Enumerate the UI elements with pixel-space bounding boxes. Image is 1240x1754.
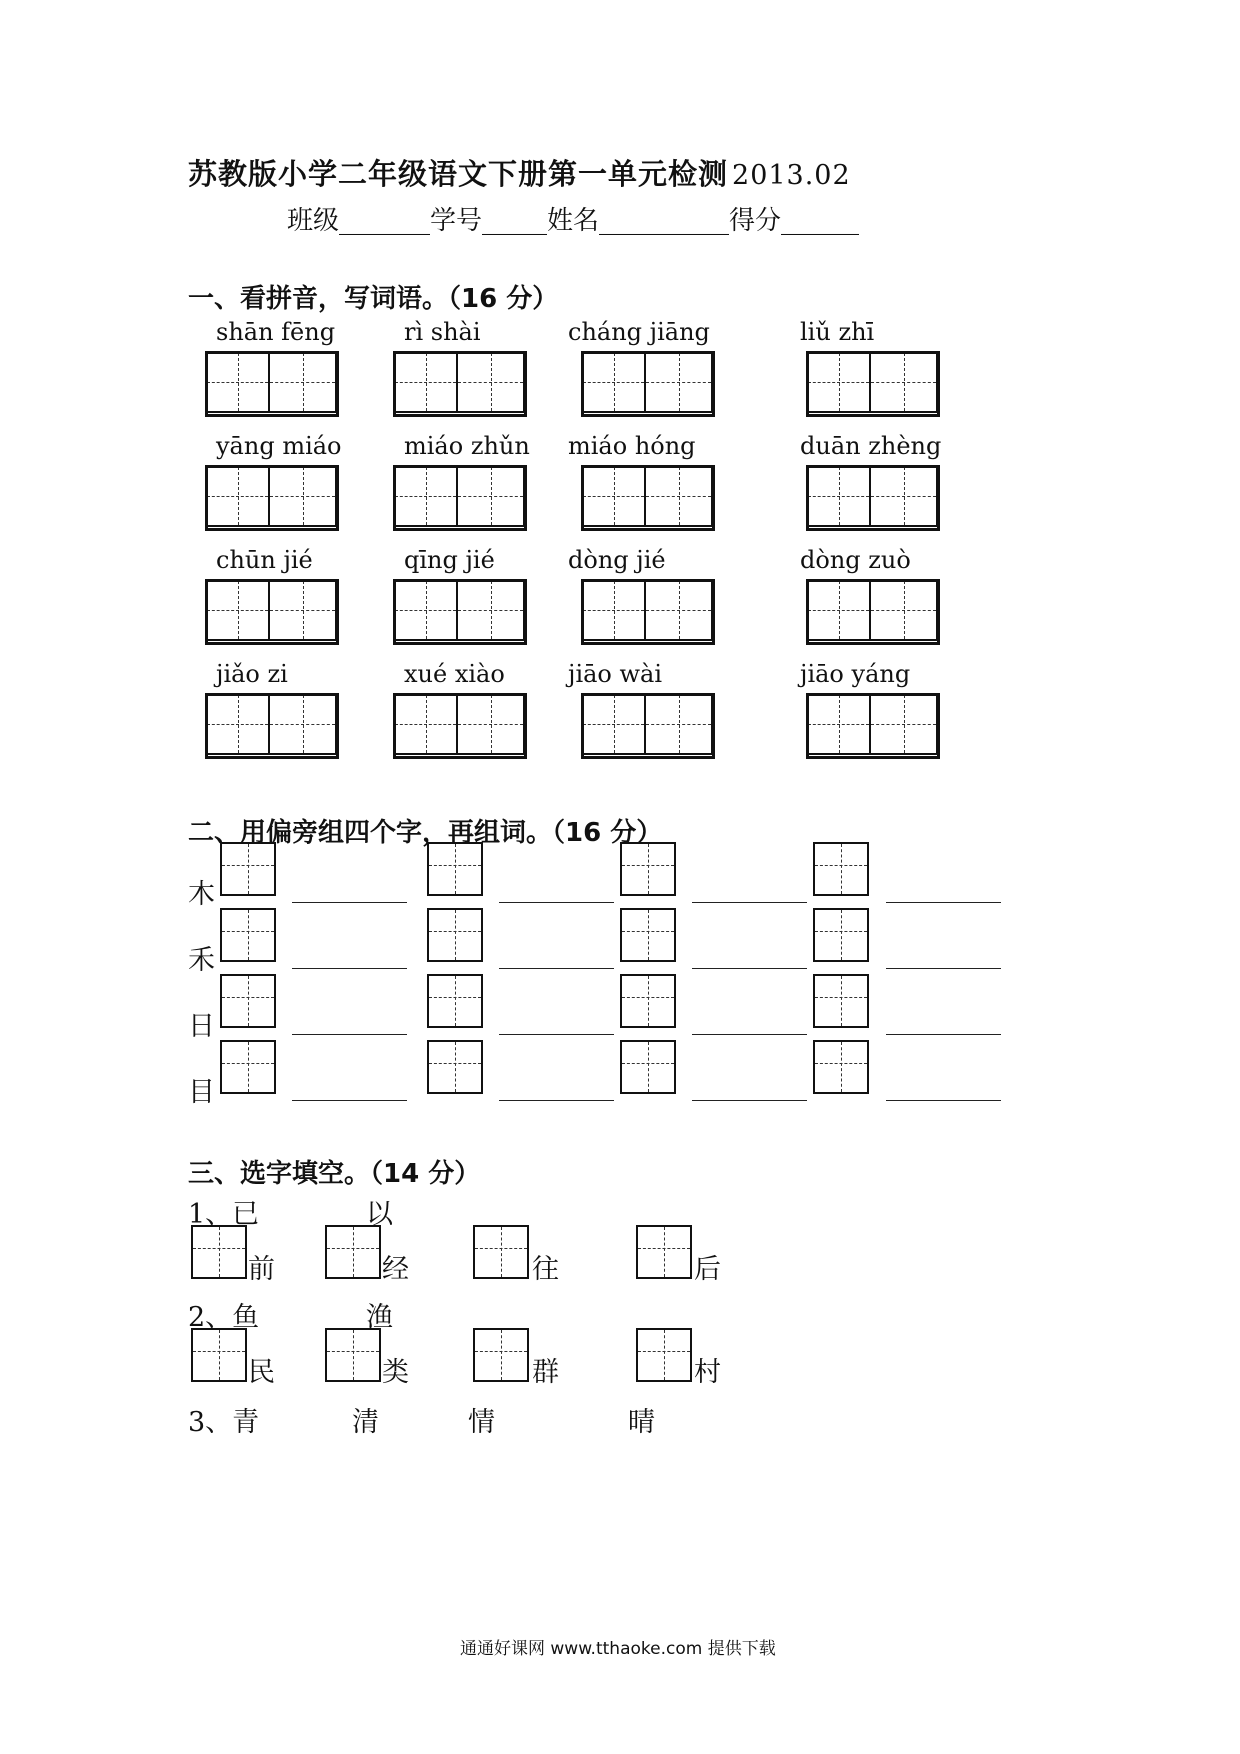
pinyin-label: liǔ zhī <box>800 318 875 346</box>
pinyin-label: qīng jié <box>404 546 495 574</box>
fill-box[interactable] <box>325 1225 381 1279</box>
word-suffix: 群 <box>532 1357 559 1388</box>
answer-blank-line[interactable] <box>499 968 614 969</box>
tianzi-cell[interactable] <box>205 351 270 413</box>
radical-label: 日 <box>188 1011 215 1042</box>
word-suffix: 民 <box>248 1357 275 1388</box>
tianzi-cell[interactable] <box>646 579 713 641</box>
answer-blank-line[interactable] <box>292 968 407 969</box>
fill-box[interactable] <box>636 1225 692 1279</box>
radical-label: 木 <box>188 879 215 910</box>
pinyin-label: jiāo wài <box>568 660 663 688</box>
fill-box[interactable] <box>473 1225 529 1279</box>
tianzi-cell[interactable] <box>458 579 525 641</box>
pinyin-label: duān zhèng <box>800 432 942 460</box>
answer-blank-line[interactable] <box>692 1034 807 1035</box>
word-suffix: 前 <box>248 1254 275 1285</box>
tianzi-cell[interactable] <box>393 579 458 641</box>
pinyin-label: miáo zhǔn <box>404 432 530 460</box>
pinyin-label: xué xiào <box>404 660 505 688</box>
write-box[interactable] <box>220 1040 276 1094</box>
tianzi-cell[interactable] <box>581 351 646 413</box>
word-suffix: 村 <box>694 1357 721 1388</box>
title-text: 苏教版小学二年级语文下册第一单元检测 <box>188 157 729 191</box>
answer-blank-line[interactable] <box>692 1100 807 1101</box>
radical-label: 禾 <box>188 945 215 976</box>
footer-source: 通通好课网 www.tthaoke.com 提供下载 <box>460 1639 776 1659</box>
tianzi-box-pair[interactable] <box>806 465 940 531</box>
answer-blank-line[interactable] <box>886 968 1001 969</box>
tianzi-cell[interactable] <box>871 465 938 527</box>
tianzi-cell[interactable] <box>806 579 871 641</box>
q3-option-1: 清 <box>352 1407 379 1438</box>
fill-box[interactable] <box>636 1328 692 1382</box>
tianzi-cell[interactable] <box>270 579 337 641</box>
answer-blank-line[interactable] <box>886 1034 1001 1035</box>
tianzi-cell[interactable] <box>581 465 646 527</box>
tianzi-cell[interactable] <box>646 351 713 413</box>
tianzi-box-pair[interactable] <box>393 579 527 645</box>
q1-option2: 以 <box>366 1199 393 1230</box>
q3-label: 3、青 <box>188 1407 260 1438</box>
fill-box[interactable] <box>191 1225 247 1279</box>
tianzi-cell[interactable] <box>871 579 938 641</box>
tianzi-cell[interactable] <box>205 579 270 641</box>
tianzi-box-pair[interactable] <box>806 579 940 645</box>
write-box[interactable] <box>427 974 483 1028</box>
tianzi-cell[interactable] <box>646 465 713 527</box>
q3-option-2: 情 <box>468 1407 495 1438</box>
tianzi-box-pair[interactable] <box>581 465 715 531</box>
write-box[interactable] <box>220 908 276 962</box>
student-info-line: 班级_______学号_____姓名__________得分______ <box>287 206 860 236</box>
pinyin-label: jiāo yáng <box>800 660 911 688</box>
tianzi-box-pair[interactable] <box>205 579 339 645</box>
write-box[interactable] <box>813 1040 869 1094</box>
tianzi-cell[interactable] <box>205 693 270 755</box>
tianzi-cell[interactable] <box>646 693 713 755</box>
tianzi-box-pair[interactable] <box>393 693 527 759</box>
pinyin-label: cháng jiāng <box>568 318 710 346</box>
tianzi-box-pair[interactable] <box>806 351 940 417</box>
tianzi-cell[interactable] <box>270 465 337 527</box>
pinyin-label: dòng zuò <box>800 546 911 574</box>
answer-blank-line[interactable] <box>292 1034 407 1035</box>
write-box[interactable] <box>620 908 676 962</box>
tianzi-box-pair[interactable] <box>581 579 715 645</box>
tianzi-cell[interactable] <box>806 351 871 413</box>
answer-blank-line[interactable] <box>886 902 1001 903</box>
pinyin-label: dòng jié <box>568 546 666 574</box>
tianzi-cell[interactable] <box>205 465 270 527</box>
write-box[interactable] <box>813 842 869 896</box>
tianzi-cell[interactable] <box>581 693 646 755</box>
tianzi-box-pair[interactable] <box>581 351 715 417</box>
write-box[interactable] <box>427 1040 483 1094</box>
answer-blank-line[interactable] <box>886 1100 1001 1101</box>
word-suffix: 经 <box>382 1254 409 1285</box>
write-box[interactable] <box>620 1040 676 1094</box>
tianzi-box-pair[interactable] <box>205 693 339 759</box>
tianzi-box-pair[interactable] <box>205 351 339 417</box>
tianzi-box-pair[interactable] <box>806 693 940 759</box>
tianzi-cell[interactable] <box>270 693 337 755</box>
tianzi-box-pair[interactable] <box>581 693 715 759</box>
section3-title: 三、选字填空。（14 分） <box>188 1159 481 1189</box>
tianzi-cell[interactable] <box>458 351 525 413</box>
answer-blank-line[interactable] <box>499 1034 614 1035</box>
word-suffix: 后 <box>694 1254 721 1285</box>
answer-blank-line[interactable] <box>292 902 407 903</box>
q3-option-3: 晴 <box>628 1407 655 1438</box>
write-box[interactable] <box>620 974 676 1028</box>
tianzi-cell[interactable] <box>806 465 871 527</box>
title-date: 2013.02 <box>732 160 851 191</box>
word-suffix: 往 <box>532 1254 559 1285</box>
write-box[interactable] <box>620 842 676 896</box>
tianzi-cell[interactable] <box>393 693 458 755</box>
fill-box[interactable] <box>325 1328 381 1382</box>
answer-blank-line[interactable] <box>692 968 807 969</box>
pinyin-label: chūn jié <box>216 546 313 574</box>
q1-label: 1、已 <box>188 1199 260 1230</box>
tianzi-box-pair[interactable] <box>393 465 527 531</box>
page-title <box>188 152 851 193</box>
pinyin-label: yāng miáo <box>216 432 342 460</box>
write-box[interactable] <box>813 908 869 962</box>
write-box[interactable] <box>220 974 276 1028</box>
fill-box[interactable] <box>191 1328 247 1382</box>
section1-title: 一、看拼音，写词语。（16 分） <box>188 284 559 314</box>
tianzi-cell[interactable] <box>458 465 525 527</box>
tianzi-box-pair[interactable] <box>393 351 527 417</box>
radical-label: 目 <box>188 1077 215 1108</box>
write-box[interactable] <box>220 842 276 896</box>
answer-blank-line[interactable] <box>499 1100 614 1101</box>
tianzi-cell[interactable] <box>871 351 938 413</box>
word-suffix: 类 <box>382 1357 409 1388</box>
section2-title: 二、用偏旁组四个字，再组词。（16 分） <box>188 818 663 848</box>
pinyin-label: jiǎo zi <box>216 660 288 688</box>
pinyin-label: rì shài <box>404 318 481 346</box>
answer-blank-line[interactable] <box>499 902 614 903</box>
write-box[interactable] <box>813 974 869 1028</box>
q2-option2: 渔 <box>366 1302 393 1333</box>
fill-box[interactable] <box>473 1328 529 1382</box>
q2-label: 2、鱼 <box>188 1302 260 1333</box>
answer-blank-line[interactable] <box>292 1100 407 1101</box>
tianzi-cell[interactable] <box>393 351 458 413</box>
tianzi-box-pair[interactable] <box>205 465 339 531</box>
tianzi-cell[interactable] <box>270 351 337 413</box>
tianzi-cell[interactable] <box>458 693 525 755</box>
write-box[interactable] <box>427 842 483 896</box>
pinyin-label: miáo hóng <box>568 432 696 460</box>
tianzi-cell[interactable] <box>393 465 458 527</box>
tianzi-cell[interactable] <box>581 579 646 641</box>
pinyin-label: shān fēng <box>216 318 336 346</box>
write-box[interactable] <box>427 908 483 962</box>
answer-blank-line[interactable] <box>692 902 807 903</box>
tianzi-cell[interactable] <box>806 693 871 755</box>
tianzi-cell[interactable] <box>871 693 938 755</box>
